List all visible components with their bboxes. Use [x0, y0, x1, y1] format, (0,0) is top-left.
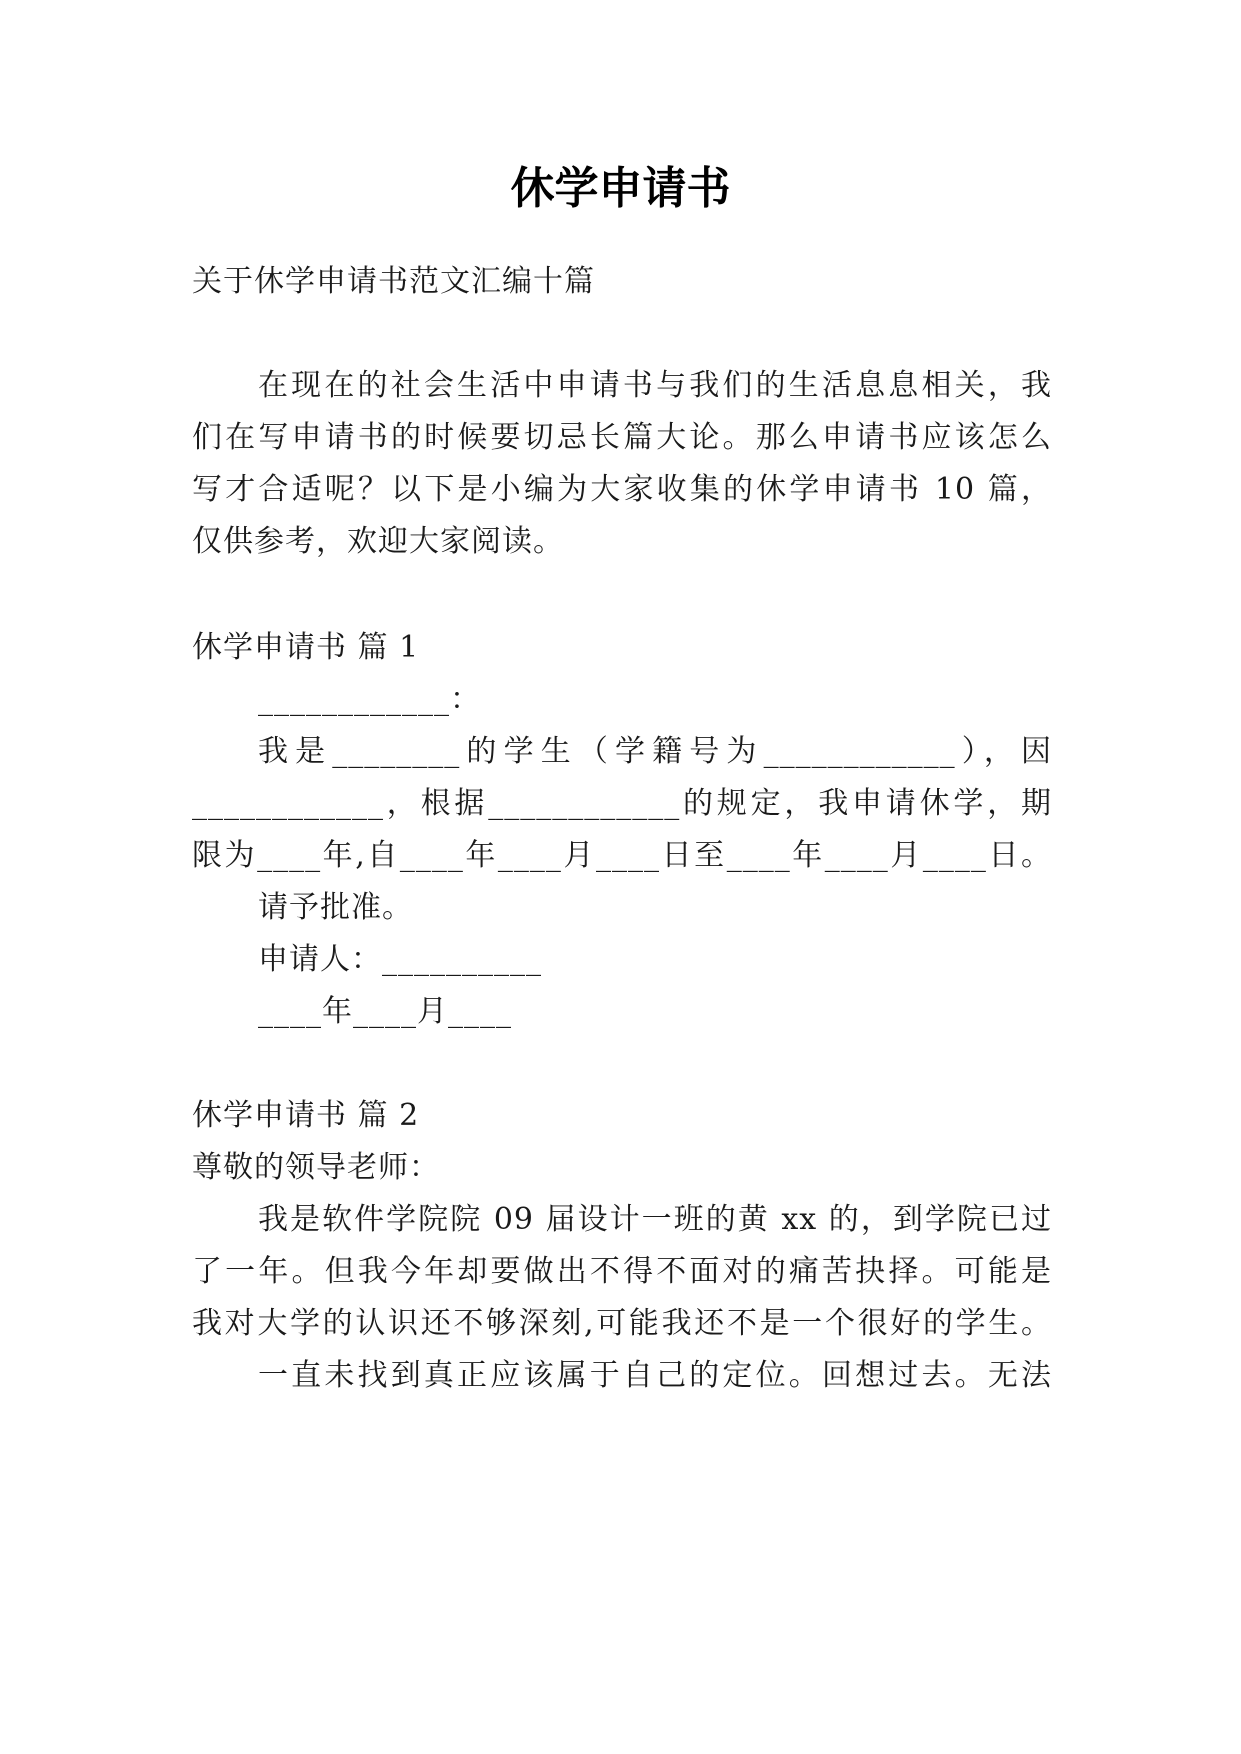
section1-applicant: 申请人：__________: [258, 942, 542, 977]
section1-heading: 休学申请书 篇 1: [192, 630, 420, 665]
section2-body-line-2: 了一年。但我今年却要做出不得不面对的痛苦抉择。可能是: [192, 1254, 1052, 1289]
section1-salutation: ____________：: [258, 682, 481, 717]
intro-line-4: 仅供参考，欢迎大家阅读。: [192, 524, 564, 559]
section2-heading: 休学申请书 篇 2: [192, 1098, 420, 1133]
section1-body-line-1: 我是________的学生（学籍号为____________），因: [258, 734, 1052, 769]
section1-body-line-2: ____________，根据____________的规定，我申请休学，期: [192, 786, 1052, 821]
intro-line-3: 写才合适呢？以下是小编为大家收集的休学申请书 10 篇，: [192, 472, 1052, 507]
section2-body-line-4: 一直未找到真正应该属于自己的定位。回想过去。无法: [258, 1358, 1052, 1393]
section2-body-line-1: 我是软件学院院 09 届设计一班的黄 xx 的，到学院已过: [258, 1202, 1052, 1237]
section2-salutation: 尊敬的领导老师：: [192, 1150, 440, 1185]
section2-body-line-3: 我对大学的认识还不够深刻,可能我还不是一个很好的学生。: [192, 1306, 1052, 1341]
intro-line-1: 在现在的社会生活中申请书与我们的生活息息相关，我: [258, 368, 1052, 403]
section1-request: 请予批准。: [258, 890, 413, 925]
document-title: 休学申请书: [510, 163, 731, 214]
intro-line-2: 们在写申请书的时候要切忌长篇大论。那么申请书应该怎么: [192, 420, 1052, 455]
document-subtitle: 关于休学申请书范文汇编十篇: [192, 264, 595, 299]
section1-body-line-3: 限为____年,自____年____月____日至____年____月____日。: [192, 838, 1052, 873]
section1-date: ____年____月____: [258, 994, 512, 1029]
